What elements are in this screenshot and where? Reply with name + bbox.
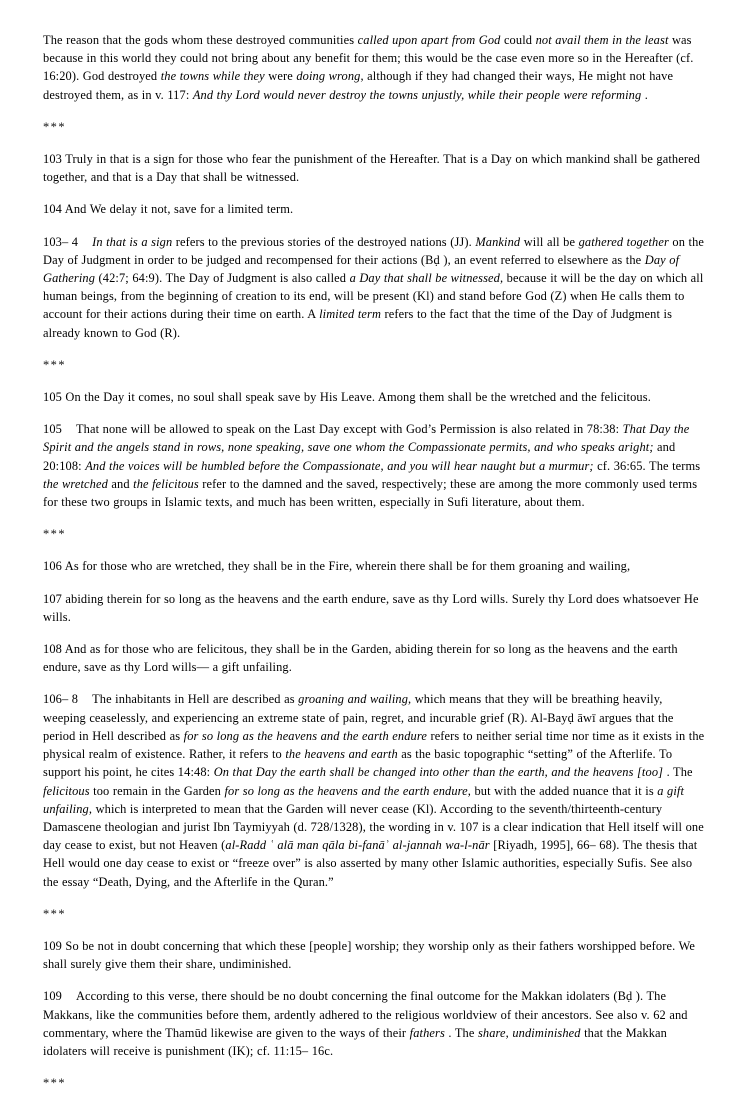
- section-separator: [43, 356, 706, 374]
- section-separator: [43, 1074, 706, 1092]
- quoted-text-run: That Day the Spirit and the angels stand in rows, none speaking, save one whom the Compassionate permits, and who speaks aright;: [43, 422, 690, 455]
- text-run: ***: [43, 527, 67, 542]
- text-run: on the Day of Judgment in order to be judged and recompensed for their actions (Bḍ ), an event referred to elsewhere as the: [43, 234, 705, 267]
- text-run: ***: [43, 906, 67, 921]
- quoted-text-run: for so long as the heavens and the earth endure: [183, 728, 427, 743]
- quoted-text-run: a gift unfailing,: [43, 783, 685, 816]
- text-run: . The: [444, 1025, 478, 1040]
- text-run: refer to the damned and the saved, respectively; these are among the more commonly used terms for these two groups in Islamic texts, and much has been written, especially in Sufi literature, about them.: [43, 476, 698, 510]
- text-run: and 20:108:: [43, 440, 676, 473]
- text-run: refers to neither serial time nor time as it exists in the physical realm of existence. Rather, it refers to: [43, 728, 705, 762]
- text-run: 107 abiding therein for so long as the heavens and the earth endure, save as thy Lord wills. Surely thy Lord does whatsoever He wills.: [43, 591, 699, 624]
- page-content: [43, 31, 706, 1106]
- text-run: that the Makkan idolaters will receive is punishment (IK); cf. 11:15– 16c.: [43, 1025, 667, 1058]
- verse-paragraph: [43, 150, 706, 186]
- quoted-text-run: not avail them in the least: [535, 33, 669, 47]
- text-run: cf. 36:65. The terms: [593, 458, 701, 473]
- text-run: 103 Truly in that is a sign for those who fear the punishment of the Hereafter. That is a Day on which mankind shall be gathered together, and that is a Day that shall be witnessed.: [43, 152, 701, 185]
- section-separator: [43, 905, 706, 923]
- verse-paragraph: [43, 200, 706, 218]
- quoted-text-run: And thy Lord would never destroy the towns unjustly, while their people were reforming: [192, 87, 642, 102]
- quoted-text-run: gathered together: [578, 234, 669, 249]
- text-run: 109 So be not in doubt concerning that which these [people] worship; they worship only as their fathers worshipped before. We shall surely give them their share, undiminished.: [43, 938, 696, 972]
- quoted-text-run: the heavens and earth: [285, 747, 398, 762]
- text-run: 108 And as for those who are felicitous, they shall be in the Garden, abiding therein for so long as the heavens and the earth endure, save as thy Lord wills— a gift unfailing.: [43, 642, 678, 675]
- commentary-verse-label: 103– 4: [43, 234, 79, 249]
- quoted-text-run: for so long as the heavens and the earth endure,: [224, 783, 472, 798]
- quoted-text-run: the wretched: [43, 476, 108, 491]
- quoted-text-run: On that Day the earth shall be changed into other than the earth, and the heavens [too]: [213, 765, 664, 780]
- text-run: [Riyadh, 1995], 66– 68). The thesis that Hell would one day cease to exist or “freeze over” is also asserted by many other Islamic authorities, especially Sufis. See also the essay “Death, Dying, and the Afterlife in the Quran.”: [43, 838, 698, 889]
- quoted-text-run: al-Radd ʿ alā man qāla bi-fanāʾ al-jannah wa-l-nār: [225, 838, 490, 853]
- section-separator: [43, 525, 706, 543]
- commentary-paragraph: [43, 420, 706, 511]
- verse-paragraph: [43, 557, 706, 575]
- quoted-text-run: doing wrong,: [296, 69, 364, 84]
- quoted-text-run: felicitous: [43, 783, 90, 798]
- text-run: which means that they will be breathing heavily, weeping ceaselessly, and experiencing an extreme state of pain, regret, and incurable grief (R). Al-Bayḍ āwī argues that the period in Hell described as: [43, 692, 674, 743]
- commentary-paragraph: [43, 987, 706, 1060]
- quoted-text-run: Day of Gathering: [43, 252, 680, 286]
- text-run: refers to the fact that the time of the Day of Judgment is already known to God (R).: [43, 307, 673, 340]
- text-run: and: [107, 476, 134, 491]
- quoted-text-run: the felicitous: [133, 476, 199, 491]
- text-run: but with the added nuance that it is: [471, 783, 658, 798]
- text-run: refers to the previous stories of the destroyed nations (JJ).: [172, 234, 476, 249]
- quoted-text-run: In that is a sign: [92, 234, 173, 249]
- text-run: was because in this world they could not bring about any benefit for them; this would be the case even more so in the Hereafter (cf. 16:20). God destroyed: [43, 33, 694, 84]
- quoted-text-run: groaning and wailing,: [298, 692, 412, 707]
- text-run: could: [500, 33, 536, 47]
- text-run: because it will be the day on which all human beings, from the beginning of creation to its end, will be present (Kl) and stand before God (Z) when He calls them to account for their actions during their time on earth. A: [43, 271, 704, 322]
- text-run: which is interpreted to mean that the Garden will never cease (Kl). According to the seventh/thirteenth-century Damascene theologian and jurist Ibn Taymiyyah (d. 728/1328), the wording in v. 107 is a clear indication that Hell itself will one day cease to exist, but not Heaven (: [43, 801, 704, 853]
- commentary-verse-label: 106– 8: [43, 692, 79, 707]
- quoted-text-run: Mankind: [475, 234, 521, 249]
- text-run: 104 And We delay it not, save for a limited term.: [43, 202, 294, 217]
- text-run: ***: [43, 119, 67, 134]
- text-run: 106 As for those who are wretched, they shall be in the Fire, wherein there shall be for them groaning and wailing,: [43, 559, 631, 574]
- text-run: That none will be allowed to speak on the Last Day except with God’s Permission is also related in 78:38:: [75, 422, 623, 437]
- text-run: although if they had changed their ways, He might not have destroyed them, as in v. 117:: [43, 69, 674, 102]
- quoted-text-run: the towns while they: [160, 69, 265, 84]
- text-run: (42:7; 64:9). The Day of Judgment is also called: [95, 271, 350, 286]
- text-run: ***: [43, 357, 67, 372]
- verse-paragraph: [43, 388, 706, 406]
- commentary-verse-label: 109: [43, 989, 62, 1004]
- quoted-text-run: a Day that shall be witnessed,: [349, 271, 504, 286]
- text-run: will all be: [520, 234, 579, 249]
- text-run: The reason that the gods whom these destroyed communities: [43, 33, 358, 47]
- quoted-text-run: called upon apart from God: [357, 33, 501, 47]
- text-run: were: [264, 69, 297, 84]
- verse-paragraph: [43, 590, 706, 626]
- text-run: . The: [663, 765, 693, 780]
- commentary-paragraph: [43, 690, 706, 890]
- verse-paragraph: [43, 640, 706, 676]
- commentary-paragraph: [43, 31, 706, 104]
- text-run: as the basic topographic “setting” of the Afterlife. To support his point, he cites 14:48:: [43, 747, 673, 780]
- quoted-text-run: limited term: [319, 307, 382, 322]
- text-run: 105 On the Day it comes, no soul shall speak save by His Leave. Among them shall be the wretched and the felicitous.: [43, 390, 651, 405]
- quoted-text-run: And the voices will be humbled before the Compassionate, and you will hear naught but a murmur;: [85, 458, 594, 473]
- verse-paragraph: [43, 937, 706, 973]
- commentary-paragraph: [43, 233, 706, 342]
- text-run: ***: [43, 1076, 67, 1091]
- quoted-text-run: share, undiminished: [477, 1025, 581, 1040]
- section-separator: [43, 118, 706, 136]
- text-run: According to this verse, there should be no doubt concerning the final outcome for the Makkan idolaters (Bḍ ). The Makkans, like the communities before them, ardently adhered to the religious worldview of their ancestors. See also v. 62 and commentary, where the Thamūd likewise are given to the ways of their: [43, 989, 688, 1040]
- commentary-verse-label: 105: [43, 422, 62, 437]
- quoted-text-run: fathers: [409, 1025, 445, 1040]
- text-run: .: [641, 87, 648, 102]
- text-run: The inhabitants in Hell are described as: [92, 692, 299, 707]
- text-run: too remain in the Garden: [89, 783, 225, 798]
